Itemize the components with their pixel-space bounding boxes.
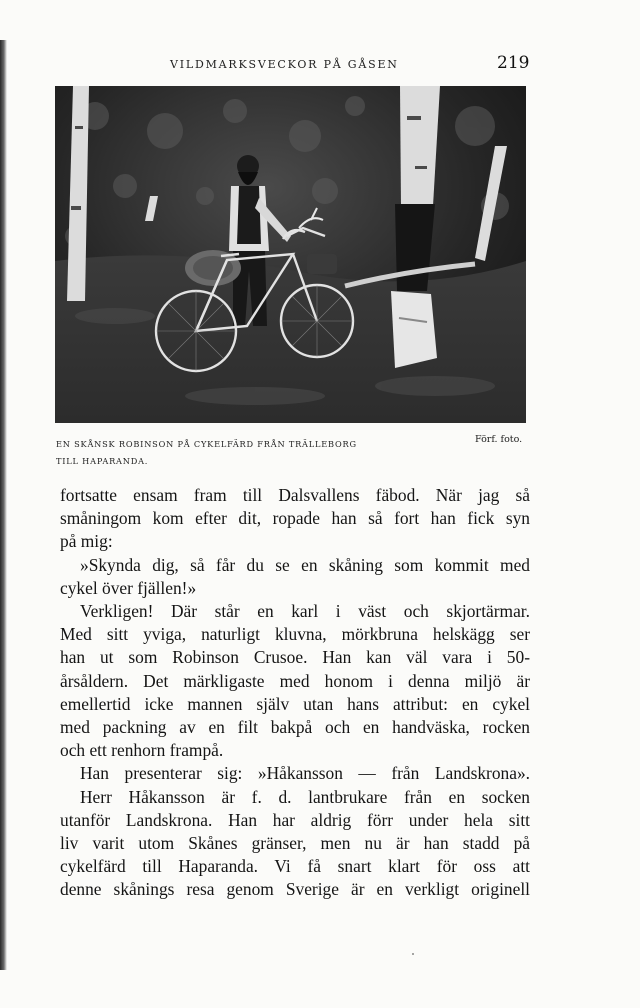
text-line: denne skånings resa genom Sverige är en verkligt originell bbox=[60, 879, 530, 900]
figure-caption bbox=[56, 436, 476, 470]
text-line: cykelfärd till Haparanda. Vi få snart klart för oss att bbox=[60, 856, 530, 877]
text-line: utanför Landskrona. Han har aldrig förr under hela sitt bbox=[60, 809, 530, 830]
text-line: cykel över fjällen!» bbox=[60, 577, 197, 598]
text-line: på mig: bbox=[60, 531, 113, 552]
text-line: med packning av en filt bakpå och en handväska, rocken bbox=[60, 717, 530, 738]
text-line: årsåldern. Det märkligaste med honom i denna miljö är bbox=[60, 670, 530, 691]
photograph bbox=[55, 86, 526, 423]
caption-line: EN SKÅNSK ROBINSON PÅ CYKELFÄRD FRÅN TRÄLLEBORG bbox=[56, 439, 357, 449]
photo-credit: Förf. foto. bbox=[475, 434, 523, 445]
caption-line: TILL HAPARANDA. bbox=[56, 456, 149, 466]
running-title: VILDMARKSVECKOR PÅ GÅSEN bbox=[170, 58, 399, 71]
text-line: han ut som Robinson Crusoe. Han kan väl vara i 50- bbox=[60, 647, 530, 668]
page-speck bbox=[412, 953, 414, 955]
text-line: Herr Håkansson är f. d. lantbrukare från en socken bbox=[80, 786, 530, 807]
page-edge-shadow bbox=[0, 40, 7, 970]
page-number: 219 bbox=[497, 53, 530, 73]
body-text bbox=[60, 484, 530, 902]
text-line: fortsatte ensam fram till Dalsvallens fäbod. När jag så bbox=[60, 485, 530, 505]
photo-illustration bbox=[55, 86, 526, 423]
text-line: »Skynda dig, så får du se en skåning som kommit med bbox=[80, 554, 530, 575]
text-line: Han presenterar sig: »Håkansson — från Landskrona». bbox=[80, 763, 530, 784]
text-line: och ett renhorn frampå. bbox=[60, 740, 224, 761]
text-line: Verkligen! Där står en karl i väst och skjortärmar. bbox=[80, 601, 530, 622]
text-line: emellertid icke mannen själv utan hans attribut: en cykel bbox=[60, 693, 530, 714]
text-line: liv varit utom Skånes gränser, men nu är han stadd på bbox=[60, 833, 530, 854]
text-line: Med sitt yviga, naturligt kluvna, mörkbruna helskägg ser bbox=[60, 624, 530, 645]
text-line: småningom kom efter dit, ropade han så fort han fick syn bbox=[60, 508, 530, 529]
